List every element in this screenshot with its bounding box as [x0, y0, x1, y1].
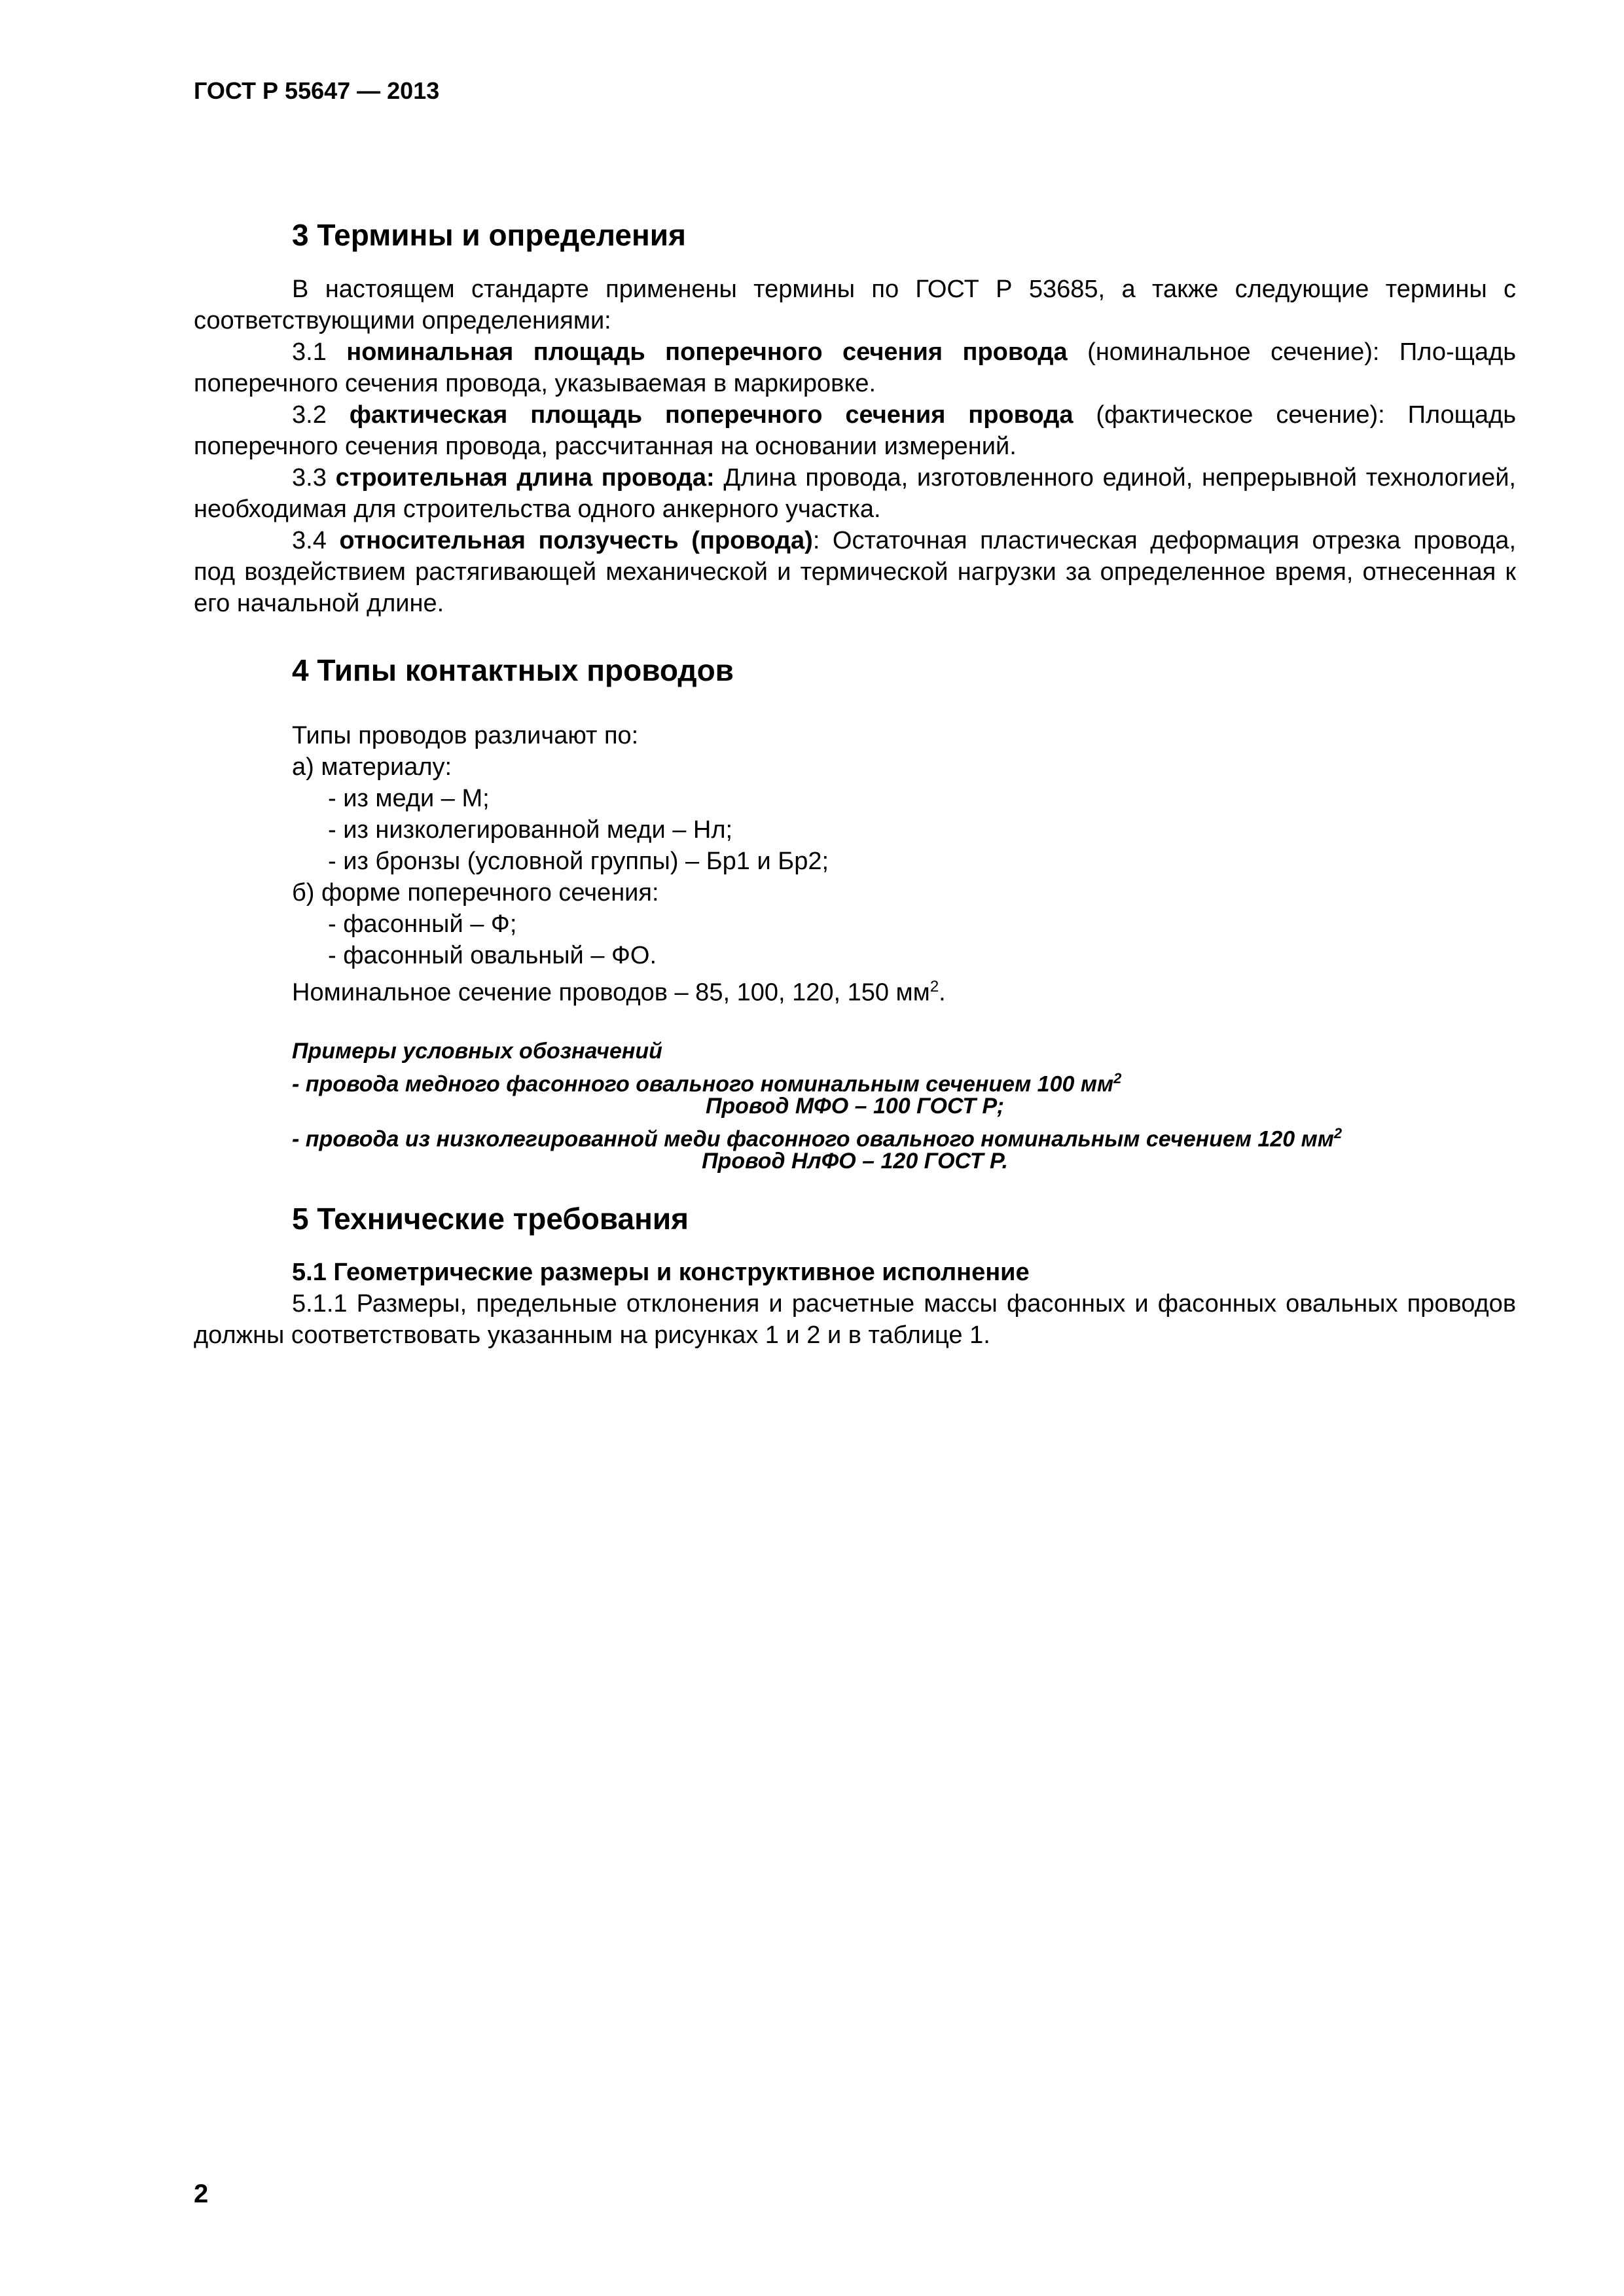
- superscript: 2: [1333, 1125, 1343, 1141]
- section-3-intro: В настоящем стандарте применены термины по ГОСТ Р 53685, а также следующие термины с соответствующими определениями:: [194, 276, 1516, 334]
- examples-title: Примеры условных обозначений: [292, 1039, 662, 1064]
- section-5-1-title: 5.1 Геометрические размеры и конструктивное исполнение: [292, 1259, 1030, 1286]
- term-definition: Длина провода, изготовленного единой, непрерывной технологией, необходимая для строительства одного анкерного участка.: [194, 464, 1516, 523]
- term-3-4: [194, 525, 1516, 619]
- document-number: ГОСТ Р 55647 — 2013: [194, 77, 440, 104]
- list-item: - из бронзы (условной группы) – Бр1 и Бр2;: [328, 848, 829, 875]
- nominal-sections: [292, 971, 946, 1009]
- term-name: фактическая площадь поперечного сечения провода: [349, 401, 1074, 429]
- nominal-text: Номинальное сечение проводов – 85, 100, 120, 150 мм: [292, 978, 930, 1007]
- example-text: - провода из низколегированной меди фасонного овального номинальным сечением 120 мм: [292, 1126, 1334, 1152]
- nominal-end: .: [939, 978, 946, 1007]
- term-definition: : Остаточная пластическая деформация отрезка провода, под воздействием растягивающей механической и термической нагрузки за определенное время, отнесенная к его начальной длине.: [194, 527, 1516, 617]
- list-item: б) форме поперечного сечения:: [292, 879, 659, 906]
- term-definition: (номинальное сечение): Пло-щадь поперечного сечения провода, указываемая в маркировке.: [194, 338, 1516, 397]
- term-name: относительная ползучесть (провода): [339, 527, 813, 554]
- example-2-code: Провод НлФО – 120 ГОСТ Р.: [702, 1149, 1008, 1174]
- term-number: 3.3: [292, 464, 327, 492]
- list-item: - фасонный – Ф;: [328, 910, 517, 938]
- list-item: - из меди – М;: [328, 785, 490, 812]
- term-name: строительная длина провода:: [335, 464, 715, 492]
- list-item: - из низколегированной меди – Нл;: [328, 816, 733, 844]
- section-5-title: 5 Технические требования: [292, 1202, 689, 1236]
- section-4-title: 4 Типы контактных проводов: [292, 653, 734, 687]
- term-3-1: [194, 336, 1516, 399]
- term-number: 3.4: [292, 527, 327, 554]
- term-3-2: [194, 399, 1516, 462]
- superscript: 2: [929, 978, 939, 996]
- term-number: 3.2: [292, 401, 327, 429]
- list-item: а) материалу:: [292, 753, 452, 781]
- section-5-1-1: 5.1.1 Размеры, предельные отклонения и расчетные массы фасонных и фасонных овальных проводов должны соответствовать указанным на рисунках 1 и 2 и в таблице 1.: [194, 1290, 1516, 1349]
- section-3-title: 3 Термины и определения: [292, 218, 686, 252]
- term-definition: (фактическое сечение): Площадь поперечного сечения провода, рассчитанная на основании измерений.: [194, 401, 1517, 460]
- example-1-code: Провод МФО – 100 ГОСТ Р;: [705, 1094, 1005, 1119]
- term-3-3: [194, 462, 1516, 525]
- list-item: - фасонный овальный – ФО.: [328, 942, 657, 969]
- example-text: - провода медного фасонного овального номинальным сечением 100 мм: [292, 1071, 1114, 1097]
- types-intro: Типы проводов различают по:: [292, 722, 639, 749]
- term-name: номинальная площадь поперечного сечения провода: [346, 338, 1068, 366]
- term-number: 3.1: [292, 338, 327, 366]
- page-number: 2: [194, 2179, 209, 2208]
- superscript: 2: [1113, 1070, 1122, 1086]
